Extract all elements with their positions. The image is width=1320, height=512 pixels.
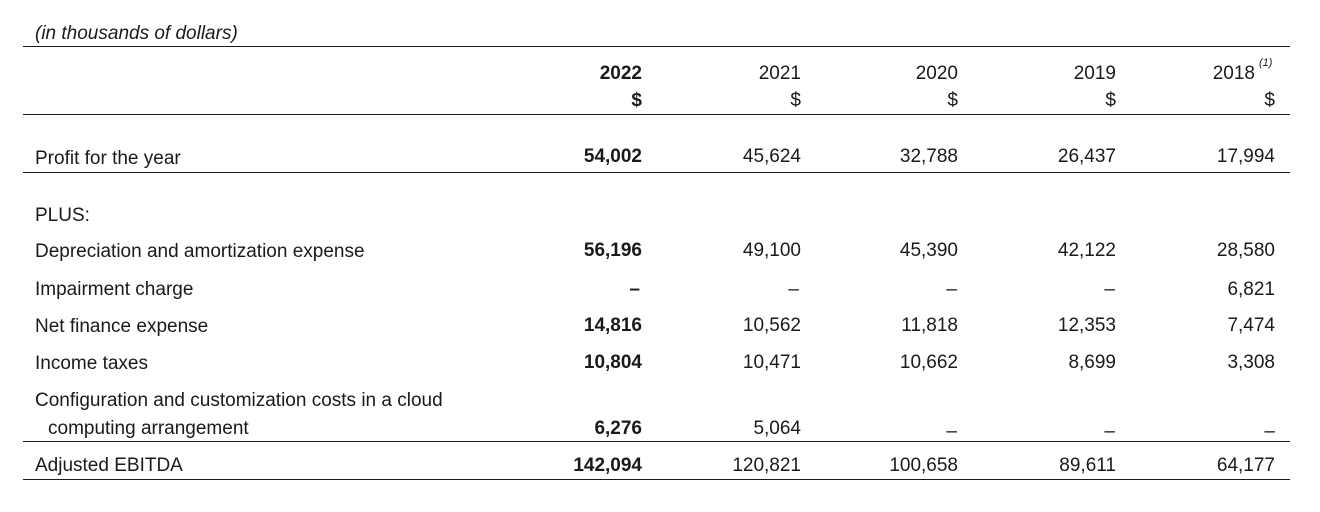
cell-2021: 49,100 xyxy=(742,240,801,261)
cell-2020: 100,658 xyxy=(889,455,958,476)
cell-2018: 28,580 xyxy=(1216,240,1275,261)
section-heading-plus: PLUS: xyxy=(35,205,90,226)
cell-2018: 64,177 xyxy=(1216,455,1275,476)
cell-2022: 10,804 xyxy=(583,352,642,373)
year-label: 2020 xyxy=(915,63,958,84)
cell-2019: 42,122 xyxy=(1057,240,1116,261)
cell-2021: – xyxy=(788,279,799,300)
currency-label: $ xyxy=(947,90,958,111)
cell-2018: – xyxy=(1264,421,1275,442)
cell-2020: 11,818 xyxy=(901,315,958,336)
cell-2018: 17,994 xyxy=(1216,146,1275,167)
cell-2019: 8,699 xyxy=(1068,352,1116,373)
year-label: 2018 xyxy=(1212,63,1255,84)
cell-2021: 10,562 xyxy=(742,315,801,336)
cell-2021: 10,471 xyxy=(742,352,801,373)
row-label: Income taxes xyxy=(35,353,148,374)
row-label: Impairment charge xyxy=(35,279,194,300)
cell-2021: 45,624 xyxy=(742,146,801,167)
cell-2019: 12,353 xyxy=(1057,315,1116,336)
year-label: 2022 xyxy=(599,63,642,84)
profit-bottom-rule xyxy=(23,172,1290,173)
cell-2022: 56,196 xyxy=(583,240,642,261)
cell-2022: 6,276 xyxy=(594,418,642,439)
row-label: Adjusted EBITDA xyxy=(35,455,183,476)
cell-2021: 5,064 xyxy=(753,418,801,439)
cell-2018: 7,474 xyxy=(1227,315,1275,336)
subtotal-rule xyxy=(23,441,1290,442)
currency-label: $ xyxy=(1105,90,1116,111)
cell-2019: 89,611 xyxy=(1059,455,1116,476)
cell-2020: – xyxy=(946,279,957,300)
cell-2021: 120,821 xyxy=(732,455,801,476)
header-top-rule xyxy=(23,46,1290,47)
cell-2019: – xyxy=(1104,421,1115,442)
row-label: Depreciation and amortization expense xyxy=(35,241,365,262)
cell-2022: 54,002 xyxy=(583,146,642,167)
cell-2018: 6,821 xyxy=(1227,279,1275,300)
currency-label: $ xyxy=(1264,90,1275,111)
year-label: 2019 xyxy=(1073,63,1116,84)
currency-label: $ xyxy=(631,90,642,111)
cell-2020: 45,390 xyxy=(899,240,958,261)
cell-2022: – xyxy=(629,279,640,300)
row-label: Profit for the year xyxy=(35,148,181,169)
year-label: 2021 xyxy=(758,63,801,84)
currency-label: $ xyxy=(790,90,801,111)
cell-2019: 26,437 xyxy=(1057,146,1116,167)
cell-2020: – xyxy=(946,421,957,442)
row-label-line2: computing arrangement xyxy=(48,418,249,439)
row-label: Net finance expense xyxy=(35,316,209,337)
cell-2020: 32,788 xyxy=(899,146,958,167)
footnote-marker: (1) xyxy=(1259,57,1273,69)
header-bottom-rule xyxy=(23,114,1290,115)
row-label-line1: Configuration and customization costs in a cloud xyxy=(35,390,443,411)
table-bottom-rule xyxy=(23,479,1290,480)
table-caption: (in thousands of dollars) xyxy=(35,23,238,44)
cell-2022: 142,094 xyxy=(573,455,642,476)
cell-2018: 3,308 xyxy=(1227,352,1275,373)
cell-2019: – xyxy=(1104,279,1115,300)
cell-2020: 10,662 xyxy=(899,352,958,373)
cell-2022: 14,816 xyxy=(583,315,642,336)
